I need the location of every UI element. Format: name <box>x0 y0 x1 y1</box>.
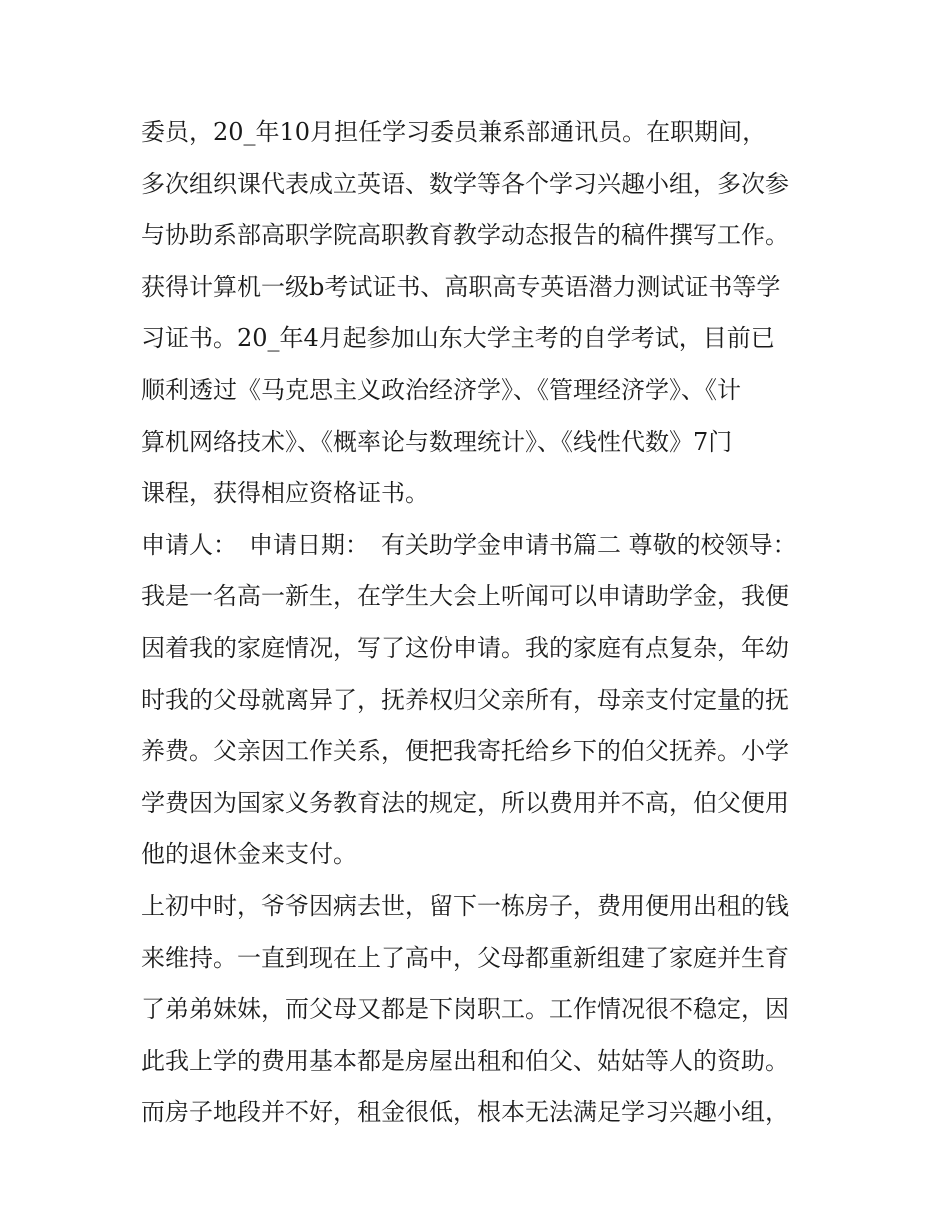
text-line: 来维持。一直到现在上了高中，父母都重新组建了家庭并生育 <box>141 943 789 972</box>
text-line: 与协助系部高职学院高职教育教学动态报告的稿件撰写工作。 <box>141 221 789 250</box>
applicant-line: 申请人： 申请日期： 有关助学金申请书篇二 尊敬的校领导： <box>141 530 797 559</box>
text-line: 养费。父亲因工作关系，便把我寄托给乡下的伯父抚养。小学 <box>141 737 789 766</box>
text-line: 因着我的家庭情况，写了这份申请。我的家庭有点复杂，年幼 <box>141 633 789 662</box>
text-line: 课程，获得相应资格证书。 <box>141 479 429 508</box>
text-line: 而房子地段并不好，租金很低，根本无法满足学习兴趣小组， <box>141 1098 789 1127</box>
text-line: 上初中时，爷爷因病去世，留下一栋房子，费用便用出租的钱 <box>141 891 789 920</box>
text-line: 算机网络技术》、《概率论与数理统计》、《线性代数》7门 <box>141 427 733 456</box>
text-line: 他的退休金来支付。 <box>141 840 357 869</box>
text-line: 多次组织课代表成立英语、数学等各个学习兴趣小组，多次参 <box>141 169 789 198</box>
text-line: 了弟弟妹妹，而父母又都是下岗职工。工作情况很不稳定，因 <box>141 995 789 1024</box>
text-line: 时我的父母就离异了，抚养权归父亲所有，母亲支付定量的抚 <box>141 685 789 714</box>
text-line: 此我上学的费用基本都是房屋出租和伯父、姑姑等人的资助。 <box>141 1046 789 1075</box>
text-line: 顺利透过《马克思主义政治经济学》、《管理经济学》、《计 <box>141 375 741 404</box>
text-line: 我是一名高一新生，在学生大会上听闻可以申请助学金，我便 <box>141 582 789 611</box>
text-line: 获得计算机一级b考试证书、高职高专英语潜力测试证书等学 <box>141 272 781 301</box>
text-line: 委员，20_年10月担任学习委员兼系部通讯员。在职期间， <box>141 118 767 146</box>
document-body <box>141 107 831 1139</box>
text-line: 习证书。20_年4月起参加山东大学主考的自学考试，目前已 <box>141 324 775 353</box>
text-line: 学费因为国家义务教育法的规定，所以费用并不高，伯父便用 <box>141 788 789 817</box>
